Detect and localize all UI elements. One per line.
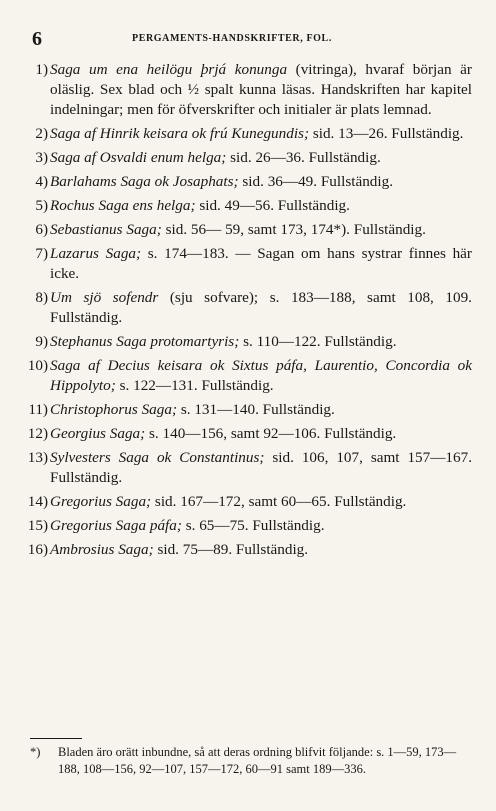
saga-title: Saga af Hinrik keisara ok frú Kunegundis;	[50, 125, 310, 142]
entry-details: sid. 13—26. Fullständig.	[309, 125, 464, 142]
entry-details: s. 174—183. — Sagan om hans systrar finnes här icke.	[50, 245, 472, 282]
entry-details: sid. 167—172, samt 60—65. Fullständig.	[151, 493, 407, 510]
saga-title: Lazarus Saga;	[50, 245, 142, 262]
saga-title: Christophorus Saga;	[50, 401, 178, 418]
saga-title: Sebastianus Saga;	[50, 221, 162, 238]
list-item	[20, 288, 472, 328]
list-item	[20, 400, 472, 420]
entry-details: sid. 106, 107, samt 157—167. Fullständig.	[50, 449, 472, 486]
list-item	[20, 124, 472, 144]
entry-number: 8)	[35, 289, 48, 306]
entry-details: sid. 36—49. Fullständig.	[238, 173, 393, 190]
footnote-text: Bladen äro orätt inbundne, så att deras ordning blifvit följande: s. 1—59, 173—188, 108—156, 92—107, 157—172, 60—91 samt 189—336.	[58, 745, 457, 776]
list-item	[20, 172, 472, 192]
saga-title: Ambrosius Saga;	[50, 541, 154, 558]
entry-number: 14)	[27, 493, 48, 510]
list-item	[20, 332, 472, 352]
entry-details: sid. 75—89. Fullständig.	[153, 541, 309, 558]
footnote-rule	[30, 738, 82, 739]
list-item	[20, 60, 472, 120]
list-item	[20, 424, 472, 444]
list-item	[20, 148, 472, 168]
list-item	[20, 356, 472, 396]
entry-details: s. 65—75. Fullständig.	[181, 517, 325, 534]
entry-details: (sju sofvare); s. 183—188, samt 108, 109. Fullständig.	[50, 289, 472, 326]
saga-title: Saga af Osvaldi enum helga;	[50, 149, 227, 166]
entry-number: 13)	[27, 449, 48, 466]
running-title: PERGAMENTS-HANDSKRIFTER, FOL.	[132, 33, 332, 44]
entry-number: 1)	[35, 61, 48, 78]
page-number: 6	[32, 28, 42, 50]
entry-number: 15)	[27, 517, 48, 534]
entry-details: s. 122—131. Fullständig.	[115, 377, 274, 394]
list-item	[20, 244, 472, 284]
entry-details: s. 140—156, samt 92—106. Fullständig.	[145, 425, 397, 442]
entry-number: 10)	[27, 357, 48, 374]
manuscript-list	[20, 60, 472, 564]
list-item	[20, 448, 472, 488]
entry-details: s. 110—122. Fullständig.	[239, 333, 397, 350]
entry-details: sid. 26—36. Fullständig.	[226, 149, 381, 166]
entry-number: 5)	[35, 197, 48, 214]
entry-number: 9)	[35, 333, 48, 350]
entry-number: 16)	[27, 541, 48, 558]
entry-number: 12)	[27, 425, 48, 442]
saga-title: Gregorius Saga;	[50, 493, 152, 510]
saga-title: Sylvesters Saga ok Constantinus;	[50, 449, 265, 466]
entry-details: s. 131—140. Fullständig.	[177, 401, 335, 418]
saga-title: Rochus Saga ens helga;	[50, 197, 196, 214]
saga-title: Barlahams Saga ok Josaphats;	[50, 173, 239, 190]
footnote	[30, 744, 470, 778]
saga-title: Um sjö sofendr	[50, 289, 159, 306]
list-item	[20, 196, 472, 216]
saga-title: Georgius Saga;	[50, 425, 146, 442]
entry-details: (vitringa), hvaraf början är oläslig. Sex blad och ½ spalt kunna läsas. Handskriften har kapitel indelningar; men för öfverskrifter och initialer är plats lemnad.	[50, 61, 472, 118]
saga-title: Stephanus Saga protomartyris;	[50, 333, 240, 350]
saga-title: Saga um ena heilögu þrjá konunga	[50, 61, 288, 78]
footnote-marker: *)	[30, 745, 41, 759]
entry-number: 6)	[35, 221, 48, 238]
saga-title: Gregorius Saga páfa;	[50, 517, 182, 534]
entry-number: 2)	[35, 125, 48, 142]
entry-number: 4)	[35, 173, 48, 190]
page-header	[30, 28, 466, 50]
entry-number: 7)	[35, 245, 48, 262]
list-item	[20, 540, 472, 560]
entry-number: 11)	[28, 401, 48, 418]
saga-title: Saga af Decius keisara ok Sixtus páfa, Laurentio, Concordia ok Hippolyto;	[50, 357, 472, 394]
list-item	[20, 516, 472, 536]
entry-details: sid. 49—56. Fullständig.	[195, 197, 350, 214]
entry-details: sid. 56— 59, samt 173, 174*). Fullständig.	[161, 221, 426, 238]
list-item	[20, 492, 472, 512]
entry-number: 3)	[35, 149, 48, 166]
list-item	[20, 220, 472, 240]
